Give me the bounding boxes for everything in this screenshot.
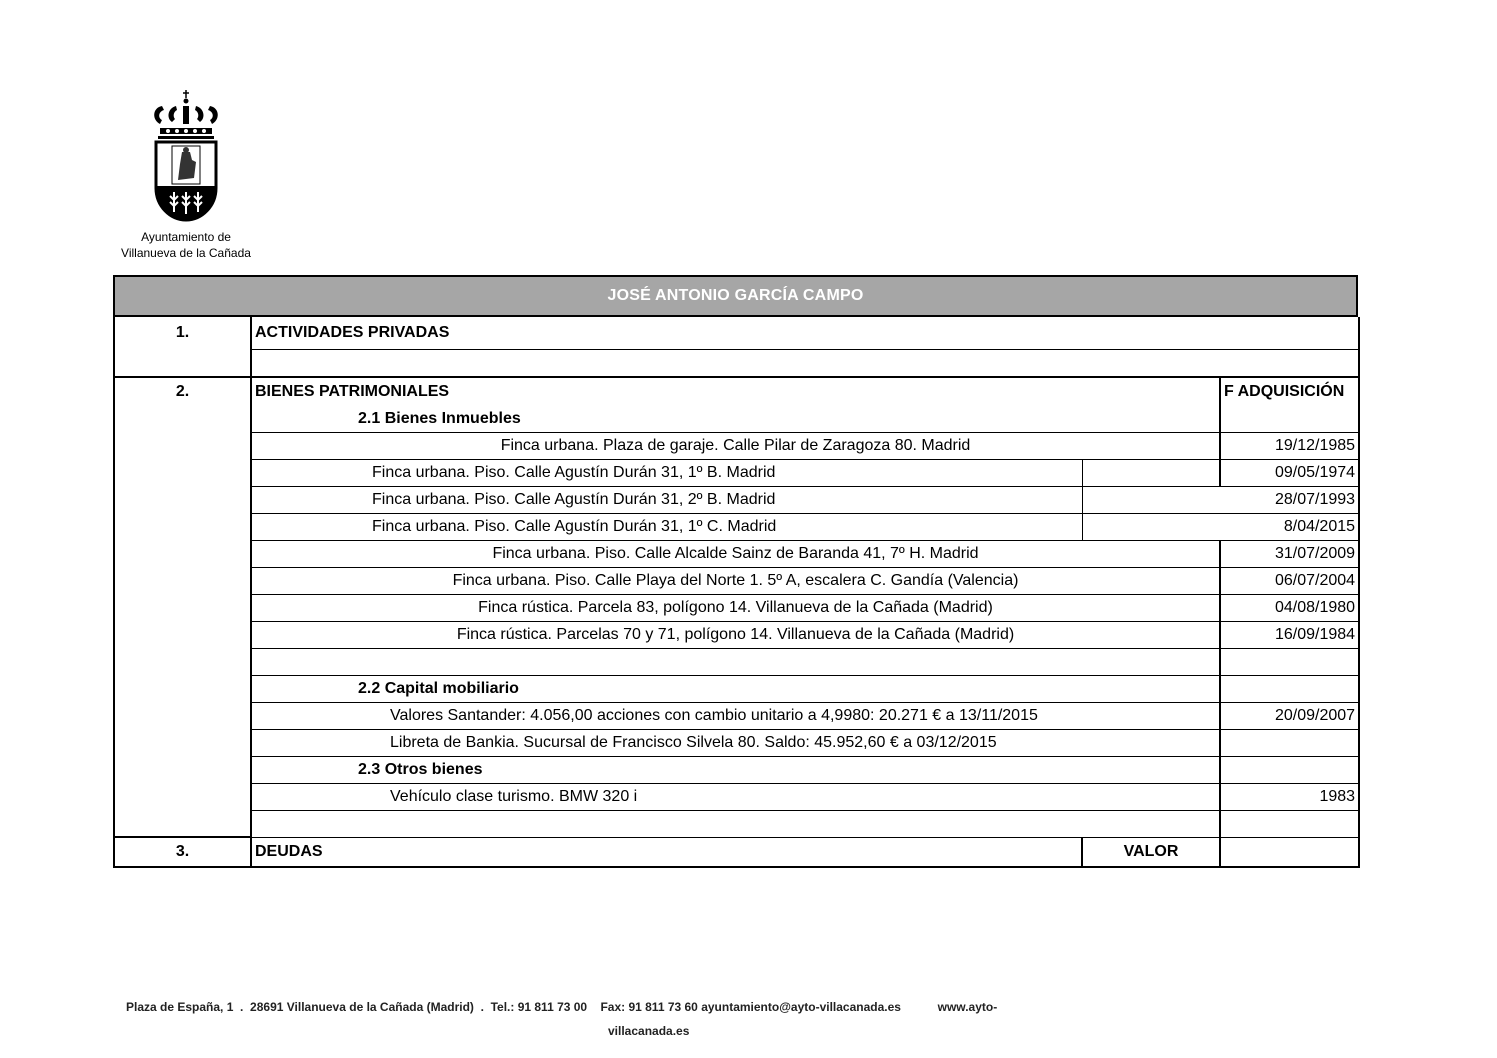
section-number: 2.: [114, 377, 251, 406]
section-number: 3.: [114, 837, 251, 867]
footer-address-line: Plaza de España, 1 . 28691 Villanueva de la Cañada (Madrid) . Tel.: 91 811 73 00 Fax: 91 811 73 60 ayuntamiento@ayto-villacanada.es www.ayto-: [126, 1000, 998, 1014]
asset-description: Finca urbana. Piso. Calle Agustín Durán 31, 1º C. Madrid: [251, 513, 1082, 540]
acquisition-date: 04/08/1980: [1220, 594, 1359, 621]
subsection-heading: 2.3 Otros bienes: [251, 756, 1220, 783]
acquisition-date: 20/09/2007: [1220, 702, 1359, 729]
spacer-row: [114, 648, 1359, 675]
table-row: [114, 567, 1359, 594]
subsection-row: [114, 406, 1359, 433]
declarant-name-title: JOSÉ ANTONIO GARCÍA CAMPO: [113, 275, 1358, 317]
asset-description: Finca rústica. Parcelas 70 y 71, polígono 14. Villanueva de la Cañada (Madrid): [251, 621, 1220, 648]
subsection-row: [114, 675, 1359, 702]
asset-description: Finca rústica. Parcela 83, polígono 14. Villanueva de la Cañada (Madrid): [251, 594, 1220, 621]
asset-description: Vehículo clase turismo. BMW 320 i: [251, 783, 1220, 810]
asset-description: Libreta de Bankia. Sucursal de Francisco Silvela 80. Saldo: 45.952,60 € a 03/12/2015: [251, 729, 1220, 756]
acquisition-date: 06/07/2004: [1220, 567, 1359, 594]
acquisition-date: 16/09/1984: [1220, 621, 1359, 648]
coat-of-arms-icon: [146, 88, 226, 223]
table-row: [114, 432, 1359, 459]
table-row: [114, 459, 1359, 486]
acquisition-date: [1220, 729, 1359, 756]
section-number: 1.: [114, 317, 251, 349]
table-row: [114, 594, 1359, 621]
spacer-row: [114, 810, 1359, 837]
asset-description: Finca urbana. Plaza de garaje. Calle Pilar de Zaragoza 80. Madrid: [251, 432, 1220, 459]
section-row: [114, 377, 1359, 406]
section-row: [114, 837, 1359, 867]
acquisition-date: 19/12/1985: [1220, 432, 1359, 459]
declaration-table: [113, 317, 1360, 868]
table-row: [114, 783, 1359, 810]
acquisition-date: 8/04/2015: [1220, 513, 1359, 540]
subsection-heading: 2.1 Bienes Inmuebles: [251, 406, 1220, 433]
debt-value-header: VALOR: [1082, 837, 1220, 867]
subsection-heading: 2.2 Capital mobiliario: [251, 675, 1220, 702]
declaration-sheet: [113, 275, 1358, 868]
acquisition-date: 1983: [1220, 783, 1359, 810]
section-heading: ACTIVIDADES PRIVADAS: [251, 317, 1359, 349]
table-row: [114, 486, 1359, 513]
asset-description: Finca urbana. Piso. Calle Playa del Norte 1. 5º A, escalera C. Gandía (Valencia): [251, 567, 1220, 594]
org-name: [108, 229, 264, 261]
asset-description: Finca urbana. Piso. Calle Agustín Durán 31, 2º B. Madrid: [251, 486, 1082, 513]
org-name-line1: Ayuntamiento de: [141, 230, 231, 244]
footer-website-line: villacanada.es: [608, 1024, 690, 1038]
header-logo-block: [108, 88, 264, 261]
table-row: [114, 540, 1359, 567]
asset-description: Finca urbana. Piso. Calle Alcalde Sainz de Baranda 41, 7º H. Madrid: [251, 540, 1220, 567]
subsection-row: [114, 756, 1359, 783]
acquisition-date: 09/05/1974: [1220, 459, 1359, 486]
acquisition-date-header: F ADQUISICIÓN: [1220, 377, 1359, 406]
page-footer: [126, 995, 1206, 1043]
table-row: [114, 621, 1359, 648]
spacer-row: [114, 349, 1359, 377]
asset-description: Valores Santander: 4.056,00 acciones con cambio unitario a 4,9980: 20.271 € a 13/11/2015: [251, 702, 1220, 729]
table-row: [114, 702, 1359, 729]
section-heading: DEUDAS: [251, 837, 1082, 867]
asset-description: Finca urbana. Piso. Calle Agustín Durán 31, 1º B. Madrid: [251, 459, 1082, 486]
table-row: [114, 513, 1359, 540]
section-row: [114, 317, 1359, 349]
acquisition-date: 31/07/2009: [1220, 540, 1359, 567]
section-heading: BIENES PATRIMONIALES: [255, 382, 450, 400]
table-row: [114, 729, 1359, 756]
acquisition-date: 28/07/1993: [1220, 486, 1359, 513]
org-name-line2: Villanueva de la Cañada: [121, 246, 251, 260]
